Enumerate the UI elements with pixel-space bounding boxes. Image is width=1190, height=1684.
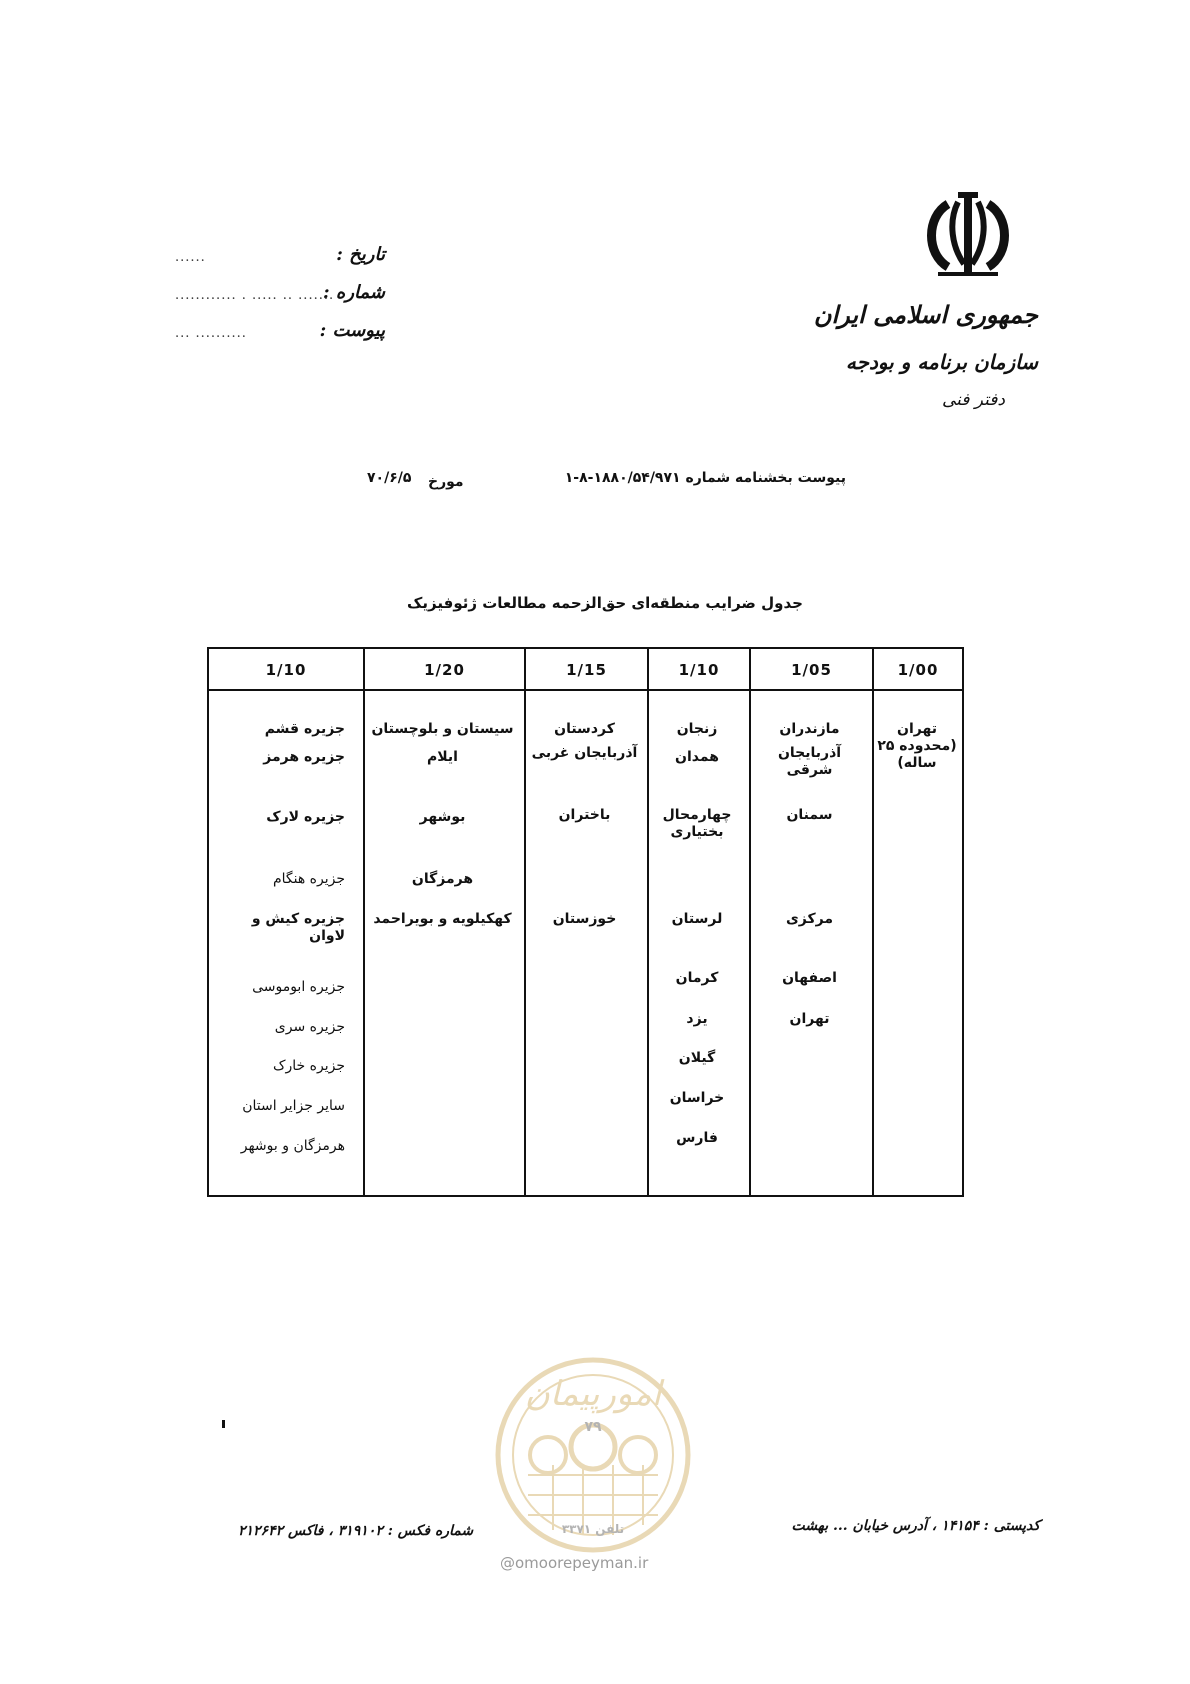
footer-address: کدپستی : ۱۴۱۵۴ ، آدرس خیابان ... بهشت <box>791 1518 1040 1534</box>
table-cell: هرمزگان <box>411 871 474 887</box>
date-label: تاریخ : <box>336 244 385 265</box>
table-cell: بوشهر <box>419 809 466 825</box>
table-cell: باختران <box>558 807 611 823</box>
table-cell: لرستان <box>671 911 723 927</box>
stamp-text: امورپیمان <box>524 1374 662 1414</box>
table-cell: جزیره قشم <box>264 721 345 737</box>
table-column <box>365 649 524 1195</box>
table-cell: جزیره هرمز <box>263 749 345 765</box>
table-cell: فارس <box>676 1130 718 1146</box>
date-field <box>175 244 385 272</box>
column-factor: 1/20 <box>424 661 465 679</box>
table-cell: زنجان <box>676 721 718 737</box>
reference-text: پیوست بخشنامه شماره ۱۸۸۰/۵۴/۹۷۱-۸-۱ <box>564 470 846 486</box>
table-cell: همدان <box>675 749 719 765</box>
column-factor: 1/10 <box>678 661 720 679</box>
table-column <box>874 649 962 1195</box>
table-cell: جزیره ابوموسی <box>252 979 345 995</box>
table-cell: جزیره کیش و لاوان <box>251 911 345 944</box>
table-cell: جزیره هنگام <box>272 871 345 887</box>
column-factor: 1/05 <box>791 661 832 679</box>
number-field <box>175 282 385 310</box>
column-factor: 1/15 <box>566 661 607 679</box>
coefficients-table <box>207 647 964 1197</box>
office-name: دفتر فنی <box>941 390 1005 410</box>
country-name: جمهوری اسلامی ایران <box>813 300 1038 329</box>
table-column <box>649 649 749 1195</box>
table-cell: خوزستان <box>552 911 617 927</box>
table-cell: آذربایجان غربی <box>531 745 638 761</box>
table-cell: خراسان <box>669 1090 725 1106</box>
stamp-bottom: تلفن ۳۳۷۱ <box>561 1522 625 1536</box>
watermark-stamp-icon <box>493 1355 693 1555</box>
footer-contact: شماره فکس : ۳۱۹۱۰۲ ، فاکس ۲۱۲۶۴۲ <box>238 1523 474 1539</box>
table-cell: کهکیلویه و بویراحمد <box>373 911 512 927</box>
table-cell: اصفهان <box>782 970 837 986</box>
iran-emblem-icon <box>918 192 1018 282</box>
table-column <box>751 649 872 1195</box>
table-cell: جزیره خارک <box>273 1058 345 1074</box>
table-title: جدول ضرایب منطقه‌ای حق‌الزحمه مطالعات ژئوفیزیک <box>407 594 803 612</box>
table-cell: مرکزی <box>785 911 834 927</box>
table-cell: سمنان <box>786 807 833 823</box>
organization-name: سازمان برنامه و بودجه <box>845 350 1038 374</box>
attachment-field <box>175 320 385 348</box>
attachment-dots: ... .......... <box>175 326 247 341</box>
margin-mark <box>222 1420 225 1428</box>
watermark-site: @omoorepeyman.ir <box>500 1554 649 1572</box>
table-cell: جزیره سری <box>274 1019 345 1035</box>
table-cell: چهارمحال بختیاری <box>662 807 732 840</box>
table-cell: تهران <box>789 1011 830 1027</box>
number-dots: ............ . ..... .. ....... <box>175 288 335 303</box>
table-cell: کرمان <box>675 970 719 986</box>
date-dots: ...... <box>175 250 206 265</box>
table-cell: سیستان و بلوچستان <box>371 721 514 737</box>
column-factor: 1/10 <box>265 661 307 679</box>
table-cell: ایلام <box>427 749 458 765</box>
column-factor: 1/00 <box>897 661 939 679</box>
table-cell: جزیره لارک <box>266 809 345 825</box>
table-cell: گیلان <box>678 1050 716 1066</box>
reference-date-label: مورخ <box>428 474 464 490</box>
table-cell: سایر جزایر استان <box>242 1098 345 1114</box>
table-column <box>209 649 363 1195</box>
table-column <box>526 649 647 1195</box>
table-cell: مازندران <box>779 721 840 737</box>
stamp-number: ۷۹ <box>584 1419 602 1435</box>
attachment-label: پیوست : <box>319 320 385 341</box>
table-cell: کردستان <box>554 721 615 737</box>
table-cell: هرمزگان و بوشهر <box>240 1138 345 1154</box>
number-label: شماره : <box>322 282 385 303</box>
reference-date: ۷۰/۶/۵ <box>367 470 412 486</box>
table-cell: تهران (محدوده ۲۵ ساله) <box>877 721 957 771</box>
table-cell: یزد <box>686 1011 708 1027</box>
table-cell: آذربایجان شرقی <box>777 745 842 778</box>
